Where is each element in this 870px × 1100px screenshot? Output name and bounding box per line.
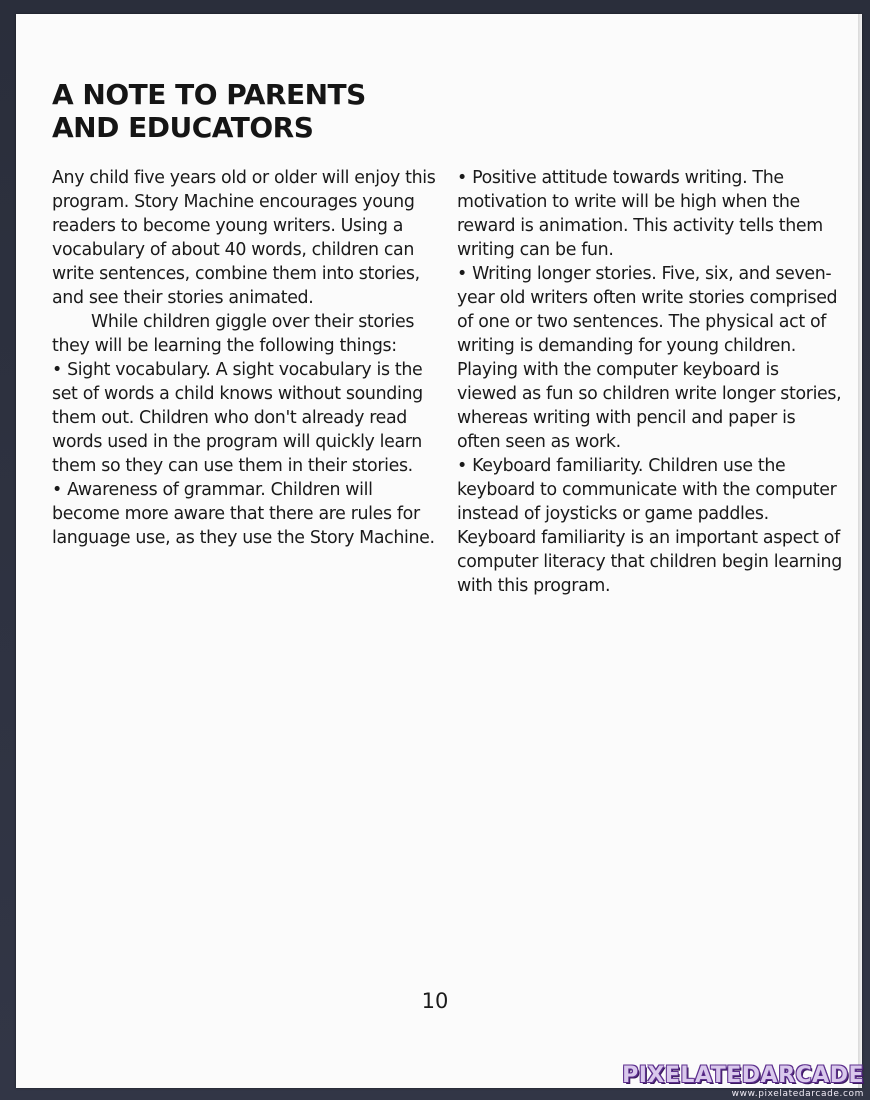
- bullet-grammar: • Awareness of grammar. Children will become more aware that there are rules for language use, as they use the Story Machine.: [52, 480, 435, 548]
- heading-line-2: AND EDUCATORS: [52, 111, 314, 144]
- bullet-keyboard-familiarity: • Keyboard familiarity. Children use the keyboard to communicate with the computer instead of joysticks or game paddles. Keyboard familiarity is an important aspect of computer literacy that children begin learning with this program.: [457, 456, 842, 596]
- bullet-longer-stories: • Writing longer stories. Five, six, and seven-year old writers often write stories comprised of one or two sentences. The physical act of writing is demanding for young children. Playing with the computer keyboard is viewed as fun so children write longer stories, whereas writing with pencil and paper is often seen as work.: [457, 264, 842, 452]
- learning-paragraph: While children giggle over their stories they will be learning the following things:: [52, 312, 415, 356]
- heading-line-1: A NOTE TO PARENTS: [52, 78, 366, 111]
- bullet-positive-attitude: • Positive attitude towards writing. The motivation to write will be high when the reward is animation. This activity tells them writing can be fun.: [457, 168, 823, 260]
- intro-paragraph: Any child five years old or older will enjoy this program. Story Machine encourages young readers to become young writers. Using a vocabulary of about 40 words, children can write sentences, combine them into stories, and see their stories animated.: [52, 168, 436, 308]
- watermark-logo: PIXELATEDARCADE: [622, 1063, 864, 1088]
- page-edge: [858, 14, 862, 1088]
- left-column: [52, 166, 437, 550]
- page-number: 10: [421, 989, 449, 1013]
- page-heading: [52, 78, 366, 144]
- bullet-sight-vocabulary: • Sight vocabulary. A sight vocabulary is the set of words a child knows without sounding them out. Children who don't already read words used in the program will quickly learn them so they can use them in their stories.: [52, 360, 423, 476]
- right-column: [457, 166, 842, 598]
- watermark-url: www.pixelatedarcade.com: [731, 1089, 864, 1099]
- watermark: [622, 1064, 864, 1100]
